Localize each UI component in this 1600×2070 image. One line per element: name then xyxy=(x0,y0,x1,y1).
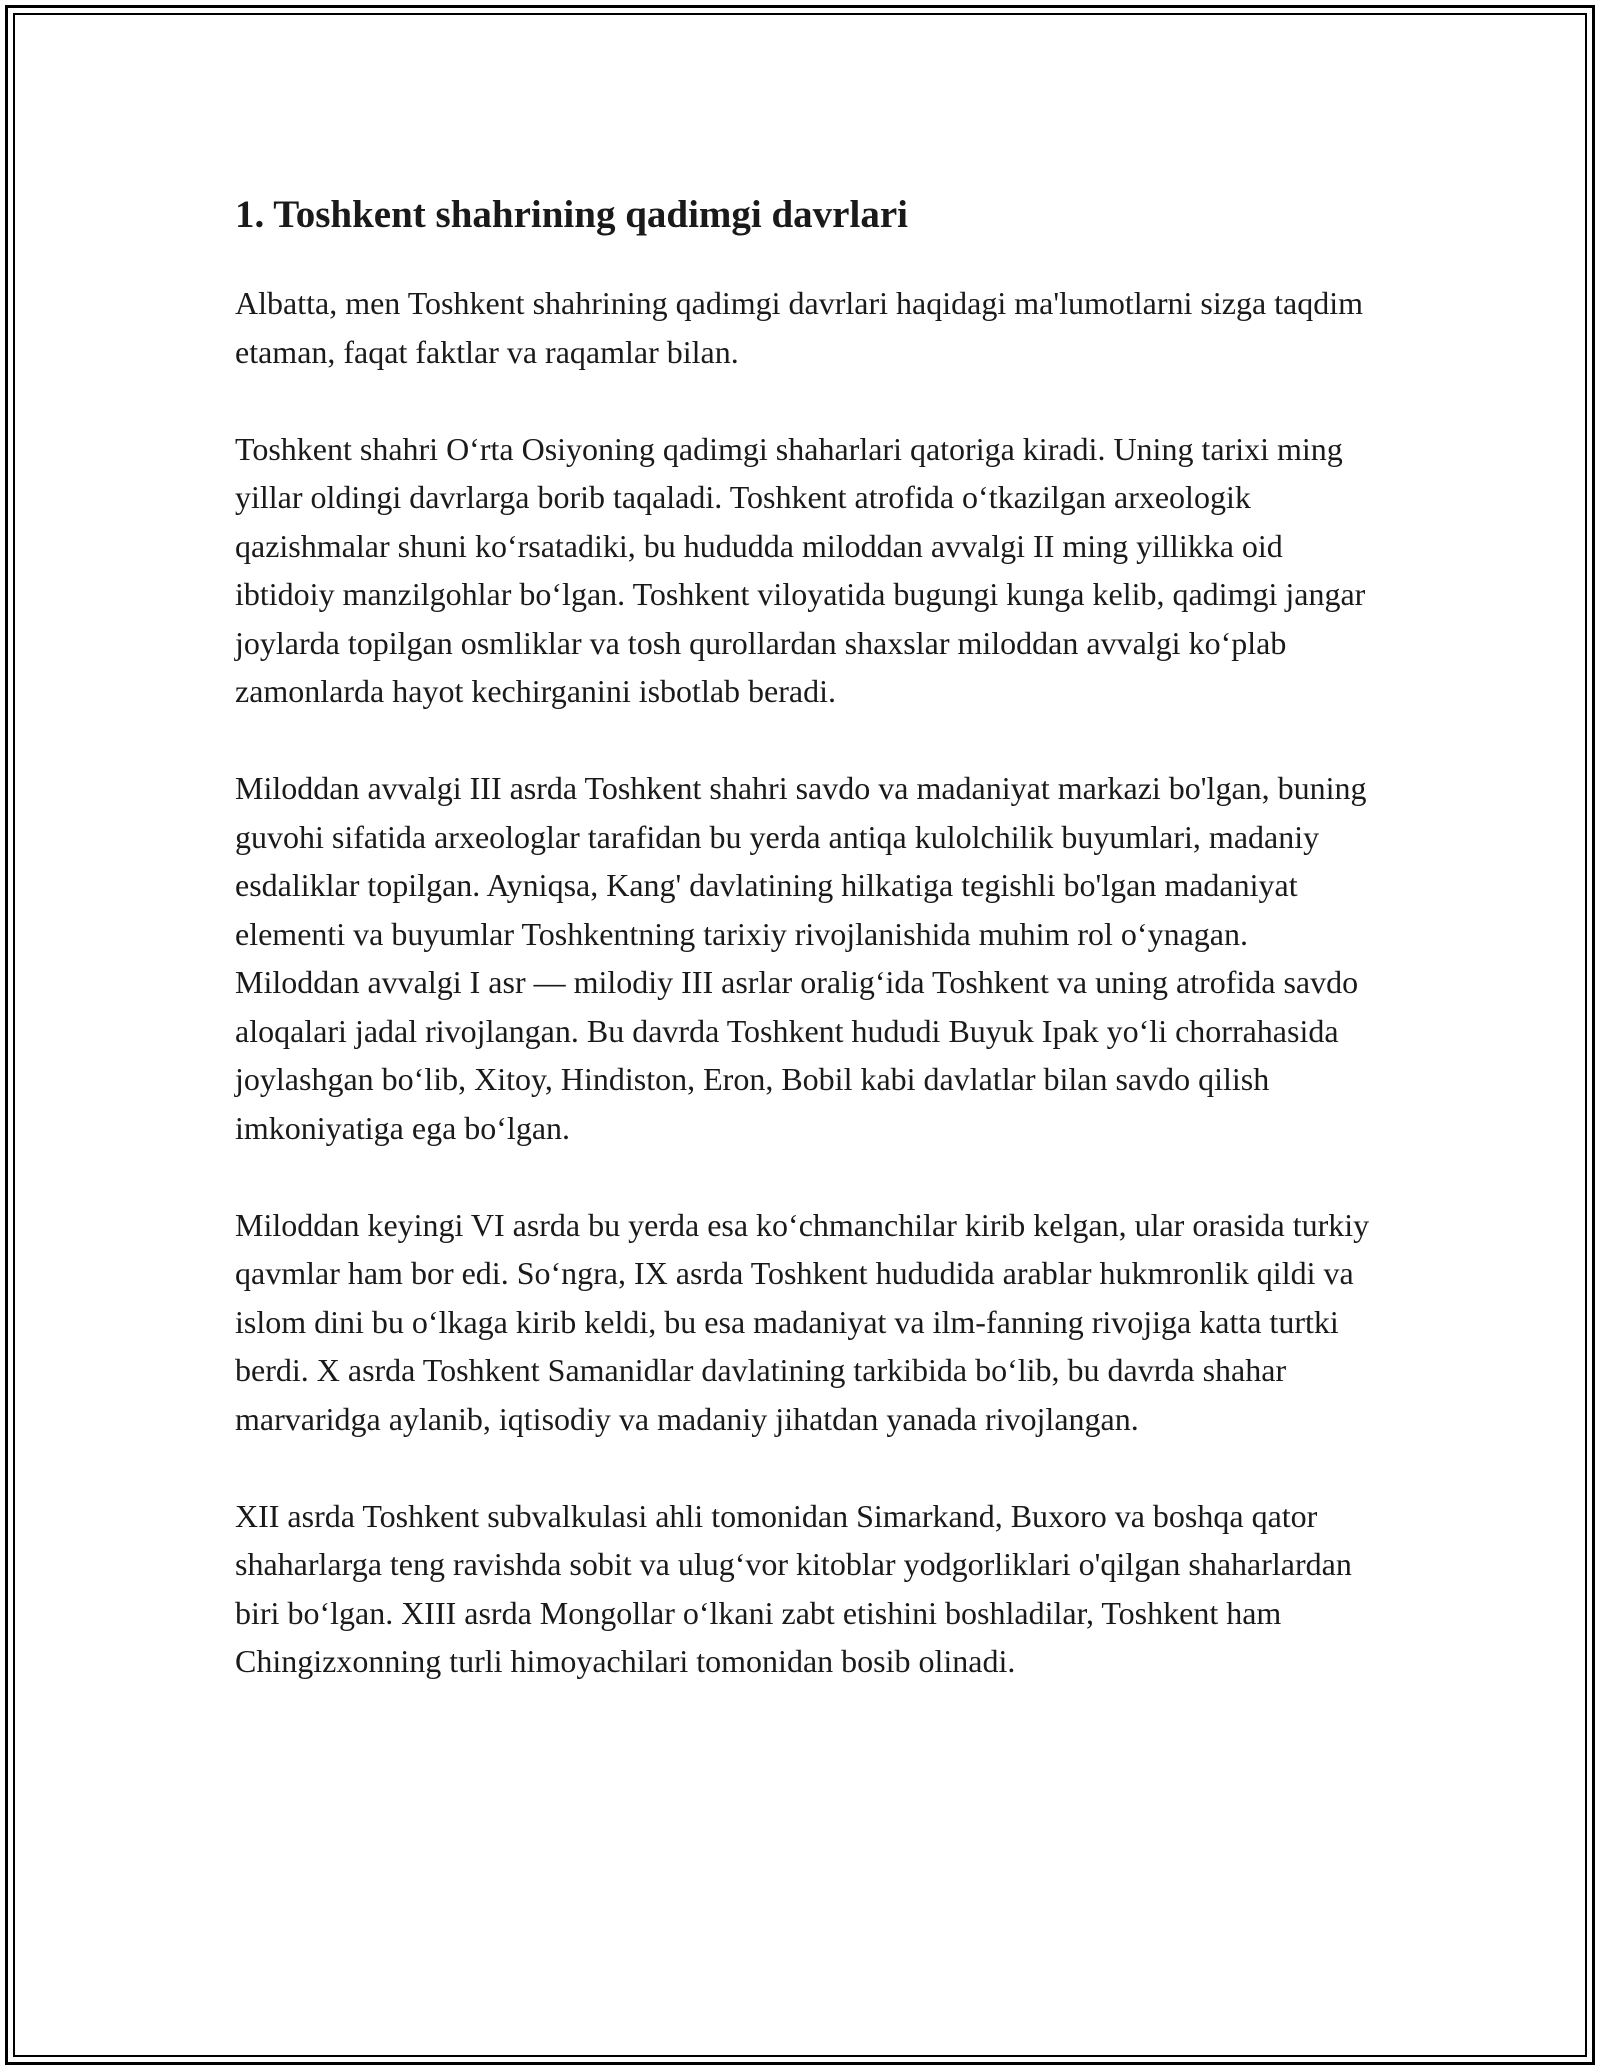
paragraph-trade-center: Miloddan avvalgi III asrda Toshkent shahri savdo va madaniyat markazi bo'lgan, buning guvohi sifatida arxeologlar tarafidan bu yerda antiqa kulolchilik buyumlari, madaniy esdaliklar topilgan. Ayniqsa, Kang' davlatining hilkatiga tegishli bo'lgan madaniyat elementi va buyumlar Toshkentning tarixiy rivojlanishida muhim rol o‘ynagan. Miloddan avvalgi I asr — milodiy III asrlar oralig‘ida Toshkent va uning atrofida savdo aloqalari jadal rivojlangan. Bu davrda Toshkent hududi Buyuk Ipak yo‘li chorrahasida joylashgan bo‘lib, Xitoy, Hindiston, Eron, Bobil kabi davlatlar bilan savdo qilish imkoniyatiga ega bo‘lgan. xyxy=(235,770,1367,1146)
paragraph-mongol-period: XII asrda Toshkent subvalkulasi ahli tomonidan Simarkand, Buxoro va boshqa qator shaharlarga teng ravishda sobit va ulug‘vor kitoblar yodgorliklari o'qilgan shaharlardan biri bo‘lgan. XIII asrda Mongollar o‘lkani zabt etishini boshladilar, Toshkent ham Chingizxonning turli himoyachilari tomonidan bosib olinadi. xyxy=(235,1497,1352,1679)
paragraph-ancient-settlements: Toshkent shahri O‘rta Osiyoning qadimgi shaharlari qatoriga kiradi. Uning tarixi ming yillar oldingi davrlarga borib taqaladi. Toshkent atrofida o‘tkazilgan arxeologik qazishmalar shuni ko‘rsatadiki, bu hududda miloddan avvalgi II ming yillikka oid ibtidoiy manzilgohlar bo‘lgan. Toshkent viloyatida bugungi kunga kelib, qadimgi jangar joylarda topilgan osmliklar va tosh qurollardan shaxslar miloddan avvalgi ko‘plab zamonlarda hayot kechirganini isbotlab beradi. xyxy=(235,430,1366,709)
document-body xyxy=(235,185,1375,1734)
section-heading: 1. Toshkent shahrining qadimgi davrlari xyxy=(235,193,908,236)
paragraph-medieval-period: Miloddan keyingi VI asrda bu yerda esa ko‘chmanchilar kirib kelgan, ular orasida turkiy qavmlar ham bor edi. So‘ngra, IX asrda Toshkent hududida arablar hukmronlik qildi va islom dini bu o‘lkaga kirib keldi, bu esa madaniyat va ilm-fanning rivojiga katta turtki berdi. X asrda Toshkent Samanidlar davlatining tarkibida bo‘lib, bu davrda shahar marvaridga aylanib, iqtisodiy va madaniy jihatdan yanada rivojlangan. xyxy=(235,1206,1370,1437)
paragraph-intro: Albatta, men Toshkent shahrining qadimgi davrlari haqidagi ma'lumotlarni sizga taqdim etaman, faqat faktlar va raqamlar bilan. xyxy=(235,285,1364,370)
